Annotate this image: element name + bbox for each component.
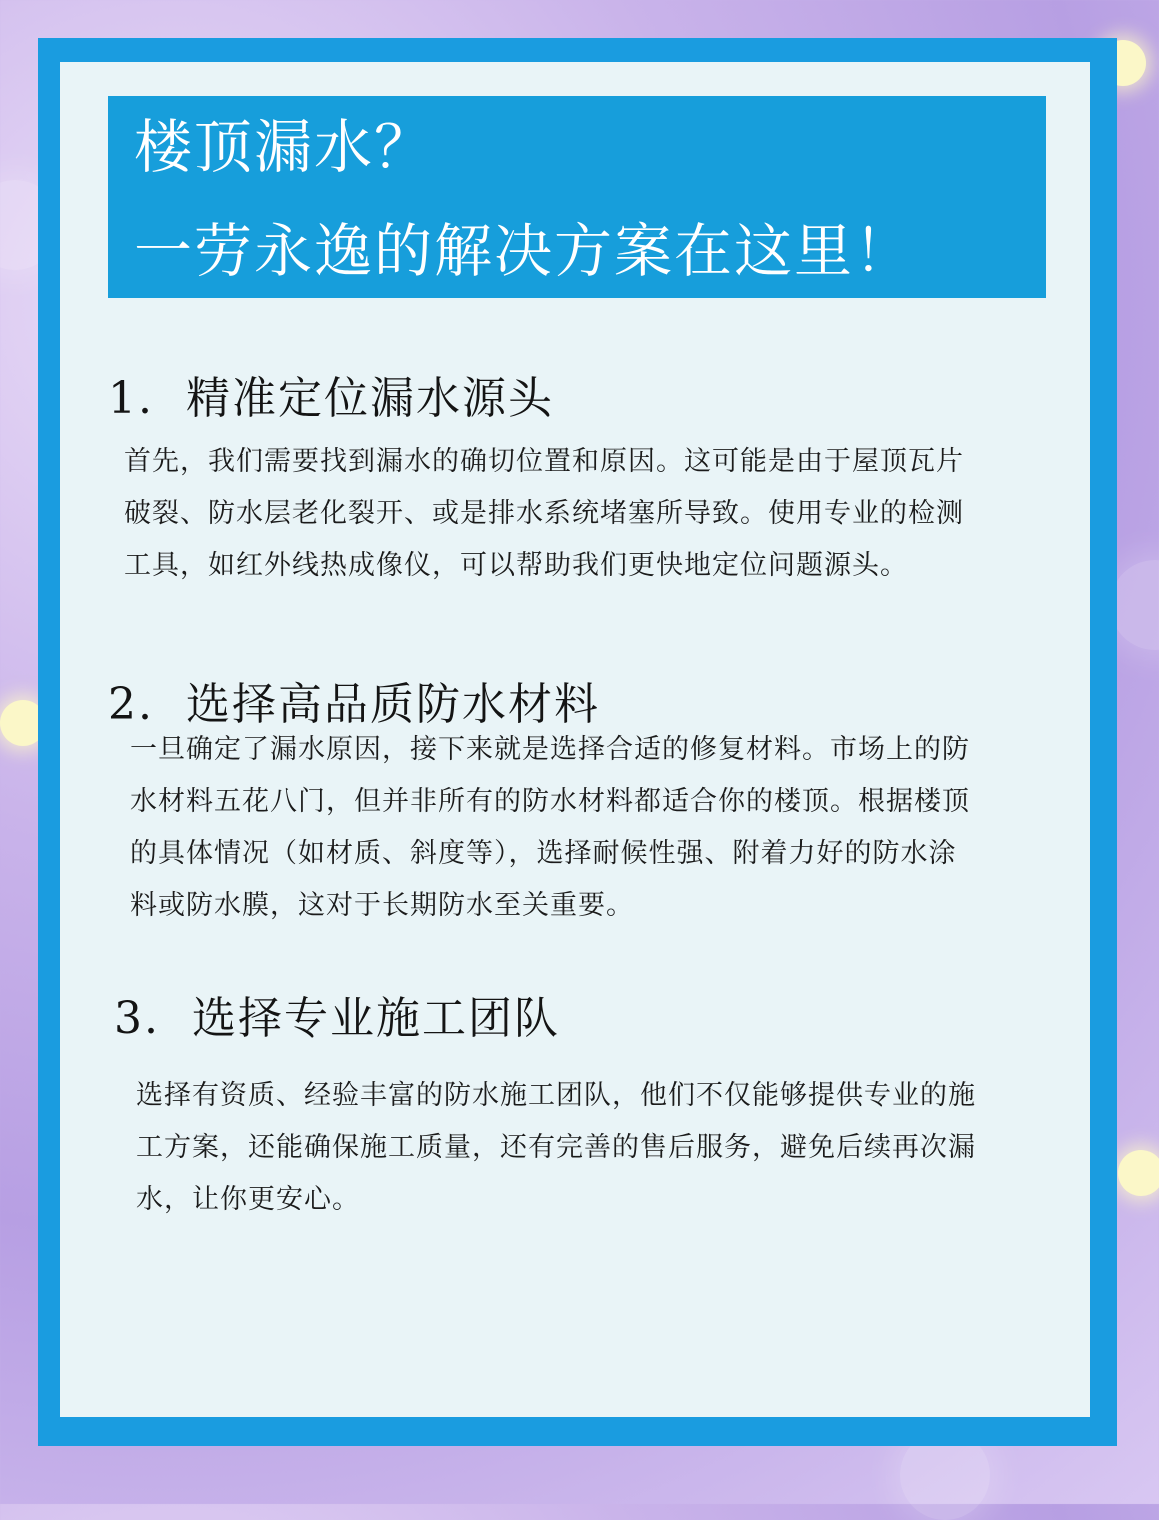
section-1-line: 破裂、防水层老化裂开、或是排水系统堵塞所导致。使用专业的检测: [124, 498, 964, 529]
section-1-line: 工具，如红外线热成像仪，可以帮助我们更快地定位问题源头。: [124, 550, 908, 581]
background-heart-icon: [1110, 560, 1159, 650]
section-3-body: [136, 1070, 976, 1226]
section-3-line: 选择有资质、经验丰富的防水施工团队，他们不仅能够提供专业的施: [136, 1080, 976, 1111]
title-banner: [108, 96, 1046, 298]
section-3-line: 工方案，还能确保施工质量，还有完善的售后服务，避免后续再次漏: [136, 1132, 976, 1163]
background-star-icon: [1118, 1150, 1159, 1196]
section-3-line: 水，让你更安心。: [136, 1184, 360, 1215]
section-1-body: [124, 436, 964, 592]
section-3-title: 选择专业施工团队: [192, 993, 560, 1044]
section-2-line: 一旦确定了漏水原因，接下来就是选择合适的修复材料。市场上的防: [130, 734, 970, 765]
section-2-heading: [108, 668, 600, 732]
page-title-line-1: 楼顶漏水？: [134, 113, 435, 181]
section-2-line: 料或防水膜，这对于长期防水至关重要。: [130, 890, 634, 921]
section-2-line: 水材料五花八门，但并非所有的防水材料都适合你的楼顶。根据楼顶: [130, 786, 970, 817]
section-2-number: 2.: [108, 679, 154, 730]
section-3-heading: [114, 982, 560, 1046]
section-2-line: 的具体情况（如材质、斜度等），选择耐候性强、附着力好的防水涂: [130, 838, 957, 869]
section-1-title: 精准定位漏水源头: [186, 373, 554, 424]
section-1-heading: [108, 362, 554, 426]
section-2-title: 选择高品质防水材料: [186, 679, 600, 730]
content-frame: [38, 38, 1117, 1446]
page-title-line-2: 一劳永逸的解决方案在这里！: [134, 217, 915, 285]
section-3-number: 3.: [114, 993, 160, 1044]
section-2-body: [130, 724, 970, 932]
section-1-number: 1.: [108, 373, 154, 424]
section-1-line: 首先，我们需要找到漏水的确切位置和原因。这可能是由于屋顶瓦片: [124, 446, 964, 477]
content-panel: [60, 62, 1090, 1417]
